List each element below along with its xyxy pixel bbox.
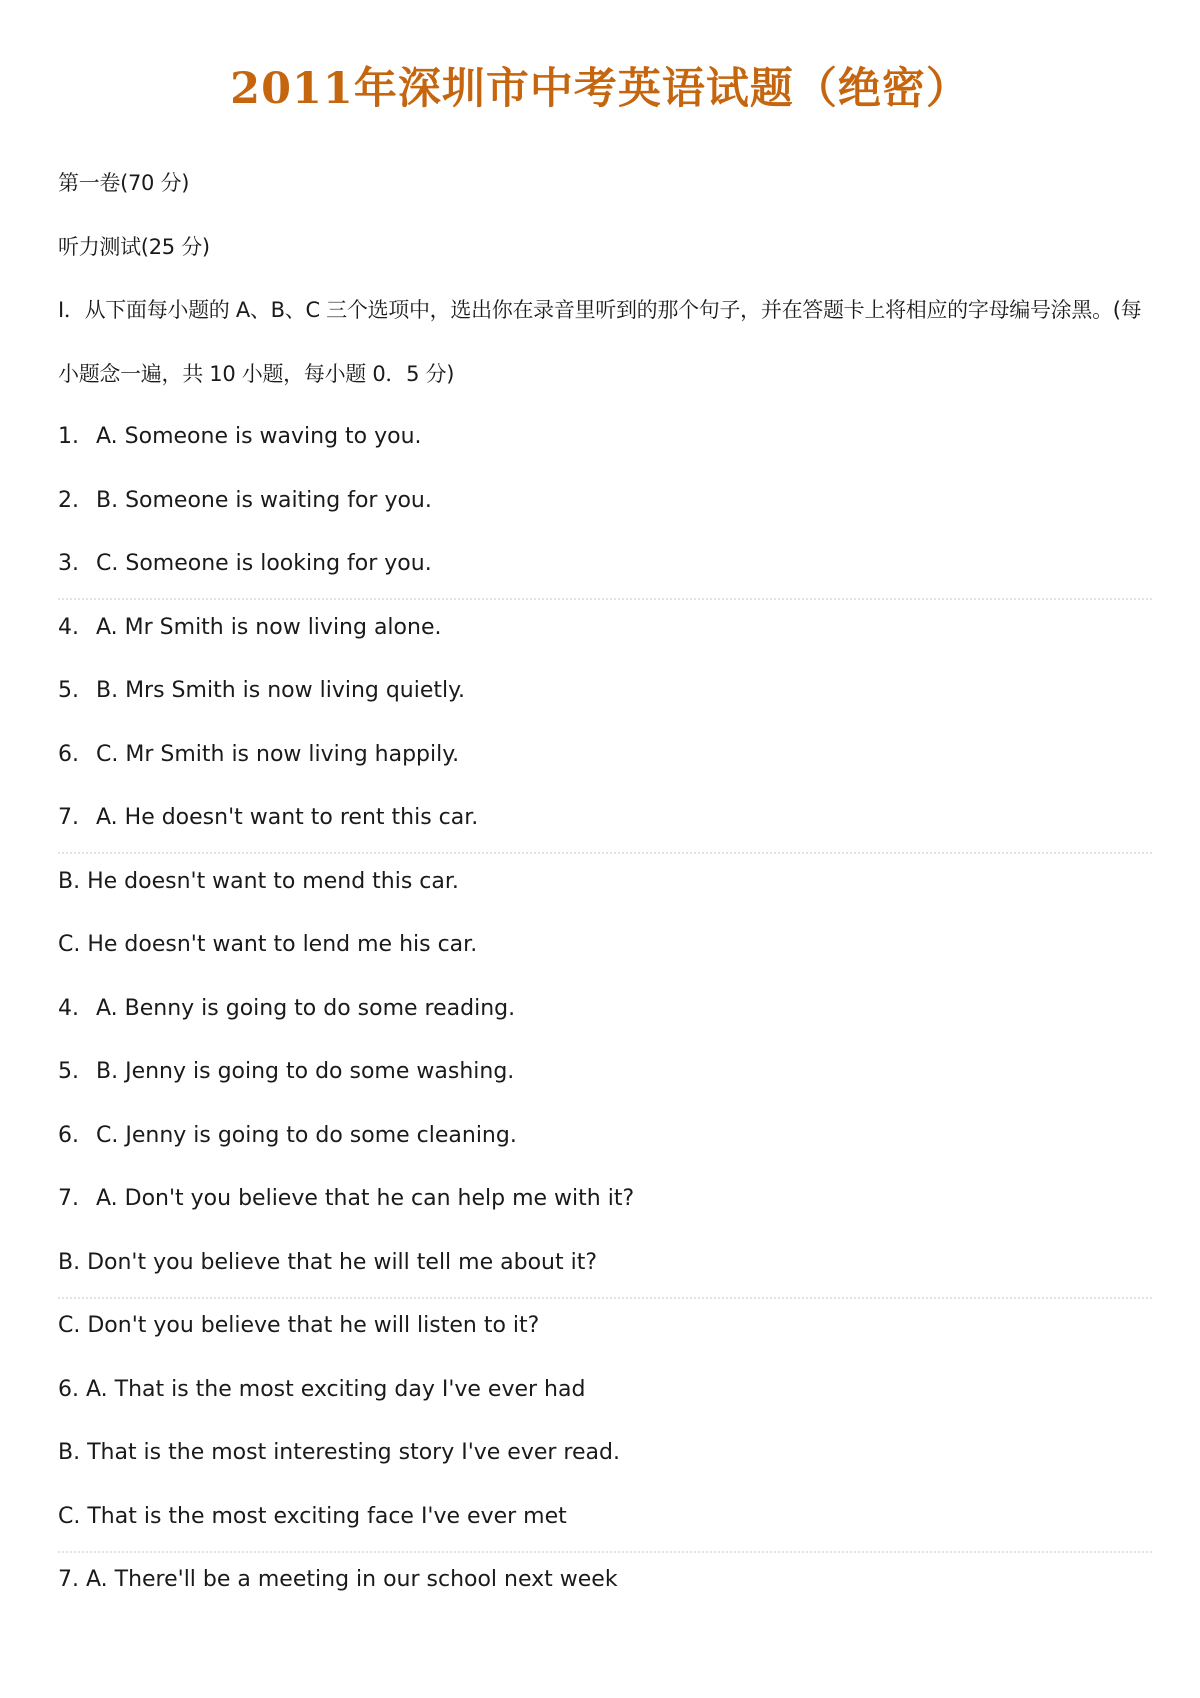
document-body	[58, 165, 1152, 1626]
question-number: 5.	[58, 1059, 79, 1084]
question-option	[58, 1562, 1152, 1626]
option-text: A. Mr Smith is now living alone.	[96, 614, 442, 640]
listening-heading: 听力测试(25 分)	[58, 234, 210, 259]
question-number: 1.	[58, 424, 79, 449]
question-number: 7.	[58, 1186, 79, 1211]
question-option	[58, 864, 1152, 928]
dotted-separator	[58, 852, 1152, 854]
option-text: C. Don't you believe that he will listen to it?	[58, 1313, 540, 1338]
instruction-line: 小题念一遍，共 10 小题，每小题 0．5 分)	[58, 361, 455, 386]
question-number: 3.	[58, 551, 79, 576]
section-heading: 第一卷(70 分)	[58, 171, 190, 195]
question-option	[58, 991, 1152, 1055]
question-option	[58, 927, 1152, 991]
question-option	[58, 673, 1152, 737]
question-number: 5.	[58, 678, 79, 703]
dotted-separator	[58, 1551, 1152, 1553]
question-option	[58, 419, 1152, 483]
question-option	[58, 483, 1152, 547]
question-option	[58, 1181, 1152, 1245]
option-text: C. Mr Smith is now living happily.	[96, 741, 460, 767]
option-text: A. Someone is waving to you.	[96, 424, 422, 449]
question-number: 4.	[58, 614, 79, 640]
option-text: A. Don't you believe that he can help me with it?	[96, 1186, 635, 1211]
option-text: 7. A. There'll be a meeting in our school next week	[58, 1567, 618, 1592]
option-text: C. He doesn't want to lend me his car.	[58, 932, 478, 957]
option-text: B. That is the most interesting story I've ever read.	[58, 1440, 620, 1465]
question-option	[58, 1435, 1152, 1499]
option-text: B. He doesn't want to mend this car.	[58, 868, 459, 894]
option-text: B. Don't you believe that he will tell me about it?	[58, 1249, 597, 1275]
page-title: 2011年深圳市中考英语试题（绝密）	[230, 64, 970, 114]
option-text: A. He doesn't want to rent this car.	[96, 805, 479, 830]
instruction-line: I．从下面每小题的 A、B、C 三个选项中，选出你在录音里听到的那个句子，并在答题卡上将相应的字母编号涂黑。(每	[58, 298, 1142, 322]
question-option	[58, 1499, 1152, 1563]
dotted-separator	[58, 1297, 1152, 1299]
option-text: C. Someone is looking for you.	[96, 551, 432, 576]
option-text: 6. A. That is the most exciting day I've ever had	[58, 1376, 586, 1402]
option-text: B. Mrs Smith is now living quietly.	[96, 678, 466, 703]
option-text: C. Jenny is going to do some cleaning.	[96, 1122, 517, 1148]
question-option	[58, 1245, 1152, 1309]
question-option	[58, 610, 1152, 674]
question-option	[58, 1308, 1152, 1372]
question-option	[58, 546, 1152, 610]
question-option	[58, 800, 1152, 864]
option-text: A. Benny is going to do some reading.	[96, 995, 516, 1021]
option-text: B. Jenny is going to do some washing.	[96, 1059, 515, 1084]
option-text: C. That is the most exciting face I've ever met	[58, 1503, 567, 1529]
question-number: 2.	[58, 487, 79, 513]
question-option	[58, 1372, 1152, 1436]
question-number: 6.	[58, 741, 79, 767]
question-option	[58, 737, 1152, 801]
dotted-separator	[58, 598, 1152, 600]
question-number: 7.	[58, 805, 79, 830]
option-text: B. Someone is waiting for you.	[96, 487, 432, 513]
question-number: 4.	[58, 995, 79, 1021]
question-option	[58, 1118, 1152, 1182]
question-option	[58, 1054, 1152, 1118]
question-number: 6.	[58, 1122, 79, 1148]
